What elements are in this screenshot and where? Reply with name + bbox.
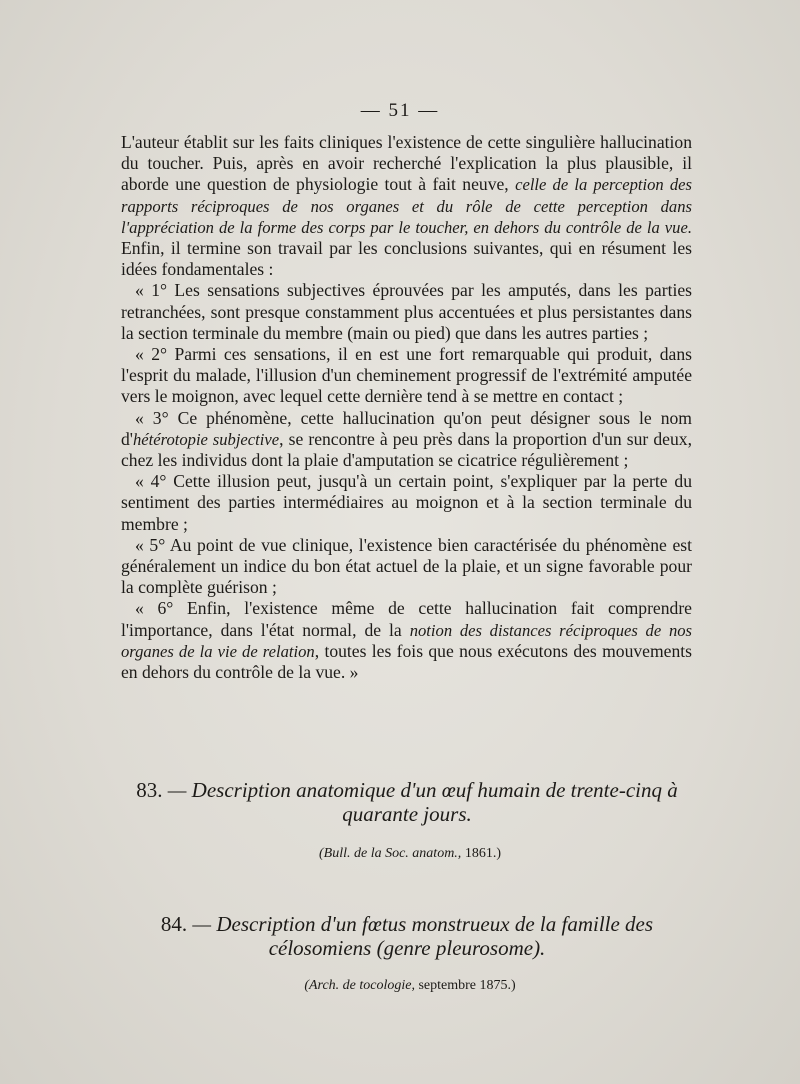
entry-84-number: 84. bbox=[160, 912, 188, 936]
page-number: — 51 — bbox=[360, 100, 440, 121]
entry-84-title: 84. — Description d'un fœtus monstrueux de la famille des célosomiens (genre pleurosome). bbox=[160, 912, 654, 960]
intro-paragraph: L'auteur établit sur les faits cliniques l'existence de cette singulière hallucination du toucher. Puis, après en avoir recherché l'explication la plus plausible, il aborde une question de physiologie tout à fait neuve, celle de la perception des rapports réciproques de nos organes et du rôle de cette perception dans l'appréciation de la forme des corps par le toucher, en dehors du contrôle de la vue. Enfin, il termine son travail par les conclusions suivantes, qui en résument les idées fondamentales : bbox=[121, 132, 692, 280]
body-text bbox=[121, 132, 692, 683]
conclusion-1: « 1° Les sensations subjectives éprouvées par les amputés, dans les parties retranchées, sont presque constamment plus accentuées et plus persistantes dans la section terminale du membre (main ou pied) que dans les autres parties ; bbox=[121, 280, 692, 343]
conclusion-4: « 4° Cette illusion peut, jusqu'à un certain point, s'expliquer par la perte du sentiment des parties intermédiaires au moignon et à la section terminale du membre ; bbox=[121, 471, 692, 534]
intro-italic: celle de la perception des rapports réciproques de nos organes et du rôle de cette perception dans l'appréciation de la forme des corps par le toucher, en dehors du contrôle de la vue. bbox=[121, 175, 692, 237]
conclusion-2: « 2° Parmi ces sensations, il en est une fort remarquable qui produit, dans l'esprit du malade, l'illusion d'un cheminement progressif de l'extrémité amputée vers le moignon, avec lequel cette dernière tend à se mettre en contact ; bbox=[121, 344, 692, 407]
conclusion-6: « 6° Enfin, l'existence même de cette hallucination fait comprendre l'importance, dans l'état normal, de la notion des distances réciproques de nos organes de la vie de relation, toutes les fois que nous exécutons des mouvements en dehors du contrôle de la vue. » bbox=[121, 598, 693, 683]
conclusion-5: « 5° Au point de vue clinique, l'existence bien caractérisée du phénomène est généralement un indice du bon état actuel de la plaie, et un signe favorable pour la complète guérison ; bbox=[121, 534, 692, 598]
entry-83-title: 83. — Description anatomique d'un œuf humain de trente-cinq à quarante jours. bbox=[136, 778, 678, 826]
conclusion-3: « 3° Ce phénomène, cette hallucination qu'on peut désigner sous le nom d'hétérotopie subjective, se rencontre à peu près dans la proportion d'un sur deux, chez les individus dont la plaie d'amputation se cicatrice régulièrement ; bbox=[121, 407, 692, 471]
entry-83-number: 83. bbox=[136, 778, 163, 802]
conclusion-3-italic: hétérotopie subjective bbox=[132, 429, 280, 449]
conclusion-6-italic: notion des distances réciproques de nos organes de la vie de relation bbox=[121, 620, 692, 661]
entry-84-reference: (Arch. de tocologie, septembre 1875.) bbox=[304, 978, 516, 993]
entry-83-reference: (Bull. de la Soc. anatom., 1861.) bbox=[319, 846, 501, 861]
